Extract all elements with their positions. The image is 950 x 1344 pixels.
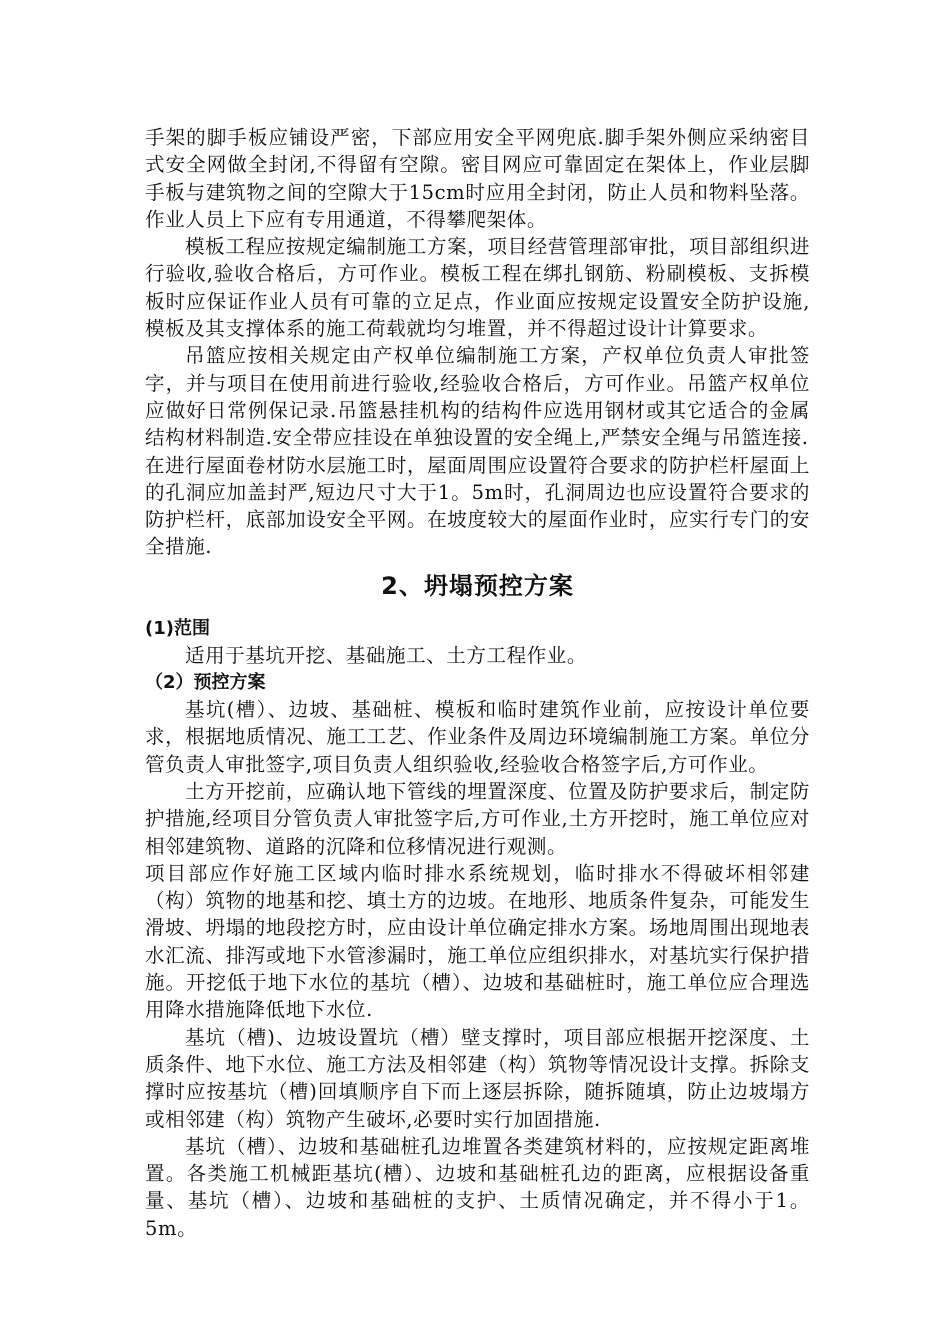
paragraph-formwork: 模板工程应按规定编制施工方案，项目经营管理部审批，项目部组织进行验收,验收合格后，方可作业。模板工程在绑扎钢筋、粉刷模板、支拆模板时应保证作业人员有可靠的立足点，作业面应按规定设置安全防护设施,模板及其支撑体系的施工荷载就均匀堆置，并不得超过设计计算要求。 (145, 235, 810, 341)
paragraph-drainage: 项目部应作好施工区域内临时排水系统规划，临时排水不得破坏相邻建（构）筑物的地基和挖、填土方的边坡。在地形、地质条件复杂，可能发生滑坡、坍塌的地段挖方时，应由设计单位确定排水方案。场地周围出现地表水汇流、排泻或地下水管渗漏时，施工单位应组织排水，对基坑实行保护措施。开挖低于地下水位的基坑（槽）、边坡和基础桩时，施工单位应合理选用降水措施降低地下水位. (145, 861, 810, 1022)
paragraph-roof-waterproofing: 在进行屋面卷材防水层施工时，屋面周围应设置符合要求的防护栏杆屋面上的孔洞应加盖封严,短边尺寸大于1。5m时，孔洞周边也应设置符合要求的防护栏杆，底部加设安全平网。在坡度较大的屋面作业时，应实行专门的安全措施. (145, 453, 810, 559)
paragraph-hanging-basket: 吊篮应按相关规定由产权单位编制施工方案，产权单位负责人审批签字，并与项目在使用前进行验收,经验收合格后，方可作业。吊篮产权单位应做好日常例保记录.吊篮悬挂机构的结构件应选用钢材或其它适合的金属结构材料制造.安全带应挂设在单独设置的安全绳上,严禁安全绳与吊篮连接. (145, 344, 810, 450)
subsection-plan-title: （2）预控方案 (145, 672, 266, 694)
subsection-scope-title: (1)范围 (145, 617, 210, 639)
document-page (145, 124, 810, 1242)
paragraph-earthwork: 土方开挖前，应确认地下管线的埋置深度、位置及防护要求后，制定防护措施,经项目分管负责人审批签字后,方可作业,土方开挖时，施工单位应对相邻建筑物、道路的沉降和位移情况进行观测。 (145, 779, 810, 858)
paragraph-scaffold-netting: 手架的脚手板应铺设严密，下部应用安全平网兜底.脚手架外侧应采纳密目式安全网做全封闭,不得留有空隙。密目网应可靠固定在架体上，作业层脚手板与建筑物之间的空隙大于15cm时应用全封闭，防止人员和物料坠落。作业人员上下应有专用通道，不得攀爬架体。 (145, 126, 810, 231)
paragraph-support: 基坑（槽)、边坡设置坑（槽）壁支撑时，项目部应根据开挖深度、土质条件、地下水位、施工方法及相邻建（构）筑物等情况设计支撑。拆除支撑时应按基坑（槽)回填顺序自下而上逐层拆除，随拆随填，防止边坡塌方或相邻建（构）筑物产生破坏,必要时实行加固措施. (145, 1025, 810, 1131)
paragraph-scope: 适用于基坑开挖、基础施工、土方工程作业。 (185, 643, 588, 667)
paragraph-material-stacking: 基坑（槽）、边坡和基础桩孔边堆置各类建筑材料的，应按规定距离堆置。各类施工机械距基坑(槽）、边坡和基础桩孔边的距离，应根据设备重量、基坑（槽）、边坡和基础桩的支护、土质情况确定，并不得小于1。5m。 (145, 1134, 810, 1240)
paragraph-foundation-pit: 基坑(槽）、边坡、基础桩、模板和临时建筑作业前，应按设计单位要求，根据地质情况、施工工艺、作业条件及周边环境编制施工方案。单位分管负责人审批签字,项目负责人组织验收,经验收合格签字后,方可作业。 (145, 698, 810, 776)
section-title: 2、坍塌预控方案 (381, 571, 574, 600)
